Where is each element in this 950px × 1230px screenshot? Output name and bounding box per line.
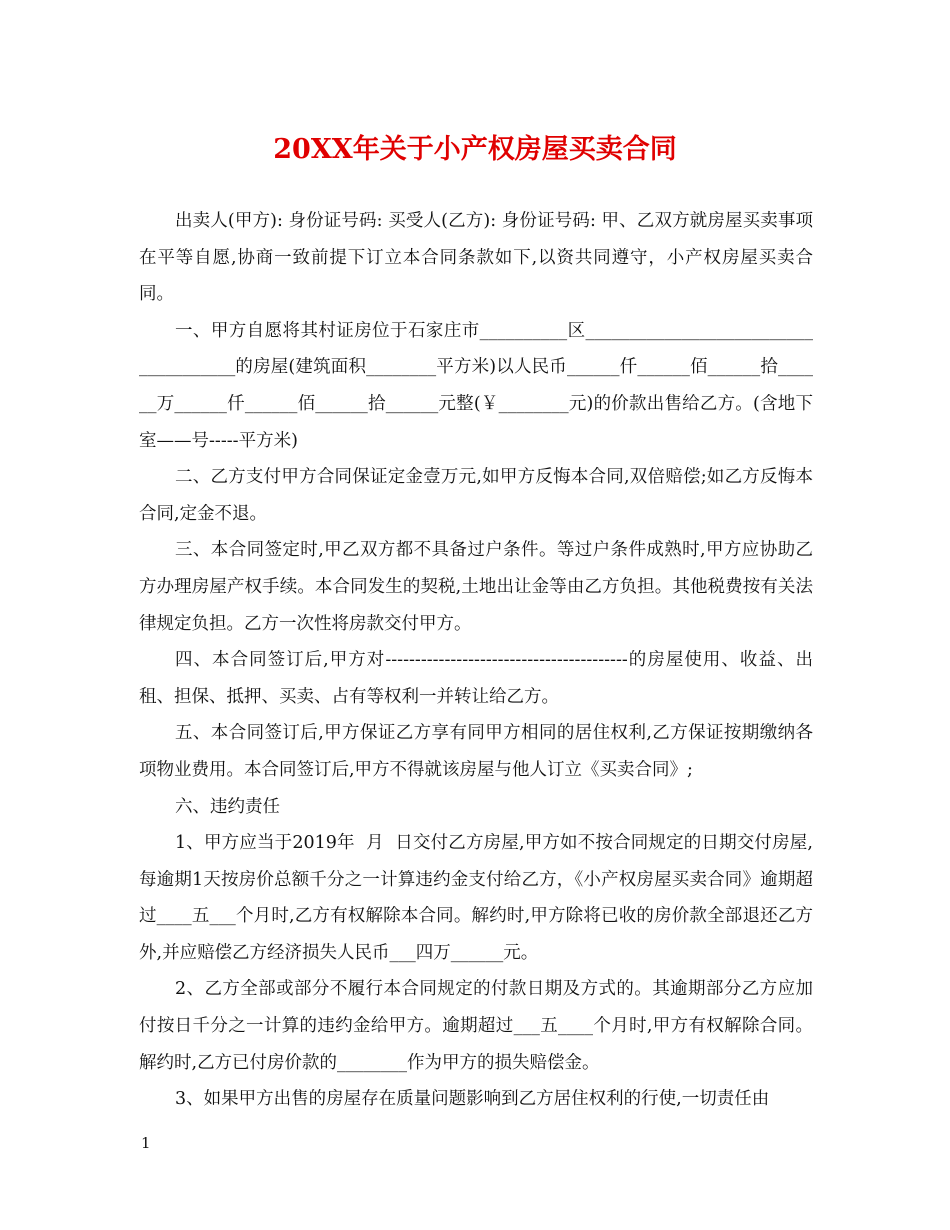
paragraph-clause-5: 五、本合同签订后,甲方保证乙方享有同甲方相同的居住权利,乙方保证按期缴纳各项物业费用。本合同签订后,甲方不得就该房屋与他人订立《买卖合同》; bbox=[139, 723, 813, 780]
paragraph-parties: 出卖人(甲方): 身份证号码: 买受人(乙方): 身份证号码: 甲、乙双方就房屋买卖事项在平等自愿,协商一致前提下订立本合同条款如下,以资共同遵守，小产权房屋买卖合同。 bbox=[139, 211, 813, 305]
paragraph-clause-6-3: 3、如果甲方出售的房屋存在质量问题影响到乙方居住权利的行使,一切责任由 bbox=[175, 1089, 770, 1110]
paragraph-clause-1: 一、甲方自愿将其村证房位于石家庄市__________区_____________________________________的房屋(建筑面积________平方米)以人民币______仟______佰______拾______万______仟______佰______拾______元整(￥________元)的价款出售给乙方。(含地下室——号-----平方米) bbox=[139, 320, 813, 451]
paragraph-clause-3: 三、本合同签定时,甲乙双方都不具备过户条件。等过户条件成熟时,甲方应协助乙方办理房屋产权手续。本合同发生的契税,土地出让金等由乙方负担。其他税费按有关法律规定负担。乙方一次性将房款交付甲方。 bbox=[139, 540, 813, 634]
paragraph-clause-6-2: 2、乙方全部或部分不履行本合同规定的付款日期及方式的。其逾期部分乙方应加付按日千分之一计算的违约金给甲方。逾期超过___五____个月时,甲方有权解除合同。解约时,乙方已付房价款的________作为甲方的损失赔偿金。 bbox=[139, 979, 813, 1073]
page-number: 1 bbox=[141, 1134, 151, 1152]
paragraph-clause-6-heading: 六、违约责任 bbox=[175, 796, 280, 817]
paragraph-clause-6-1: 1、甲方应当于2019年 月 日交付乙方房屋,甲方如不按合同规定的日期交付房屋,每逾期1天按房价总额千分之一计算违约金支付给乙方，《小产权房屋买卖合同》逾期超过____五___个月时,乙方有权解除本合同。解约时,甲方除将已收的房价款全部退还乙方外,并应赔偿乙方经济损失人民币___四万______元。 bbox=[139, 833, 813, 963]
document-body bbox=[139, 203, 813, 1118]
document-title: 20XX年关于小产权房屋买卖合同 bbox=[273, 134, 677, 165]
paragraph-clause-2: 二、乙方支付甲方合同保证定金壹万元,如甲方反悔本合同,双倍赔偿;如乙方反悔本合同,定金不退。 bbox=[139, 467, 813, 524]
paragraph-clause-4: 四、本合同签订后,甲方对-----------------------------------------的房屋使用、收益、出租、担保、抵押、买卖、占有等权利一并转让给乙方。 bbox=[139, 650, 813, 707]
